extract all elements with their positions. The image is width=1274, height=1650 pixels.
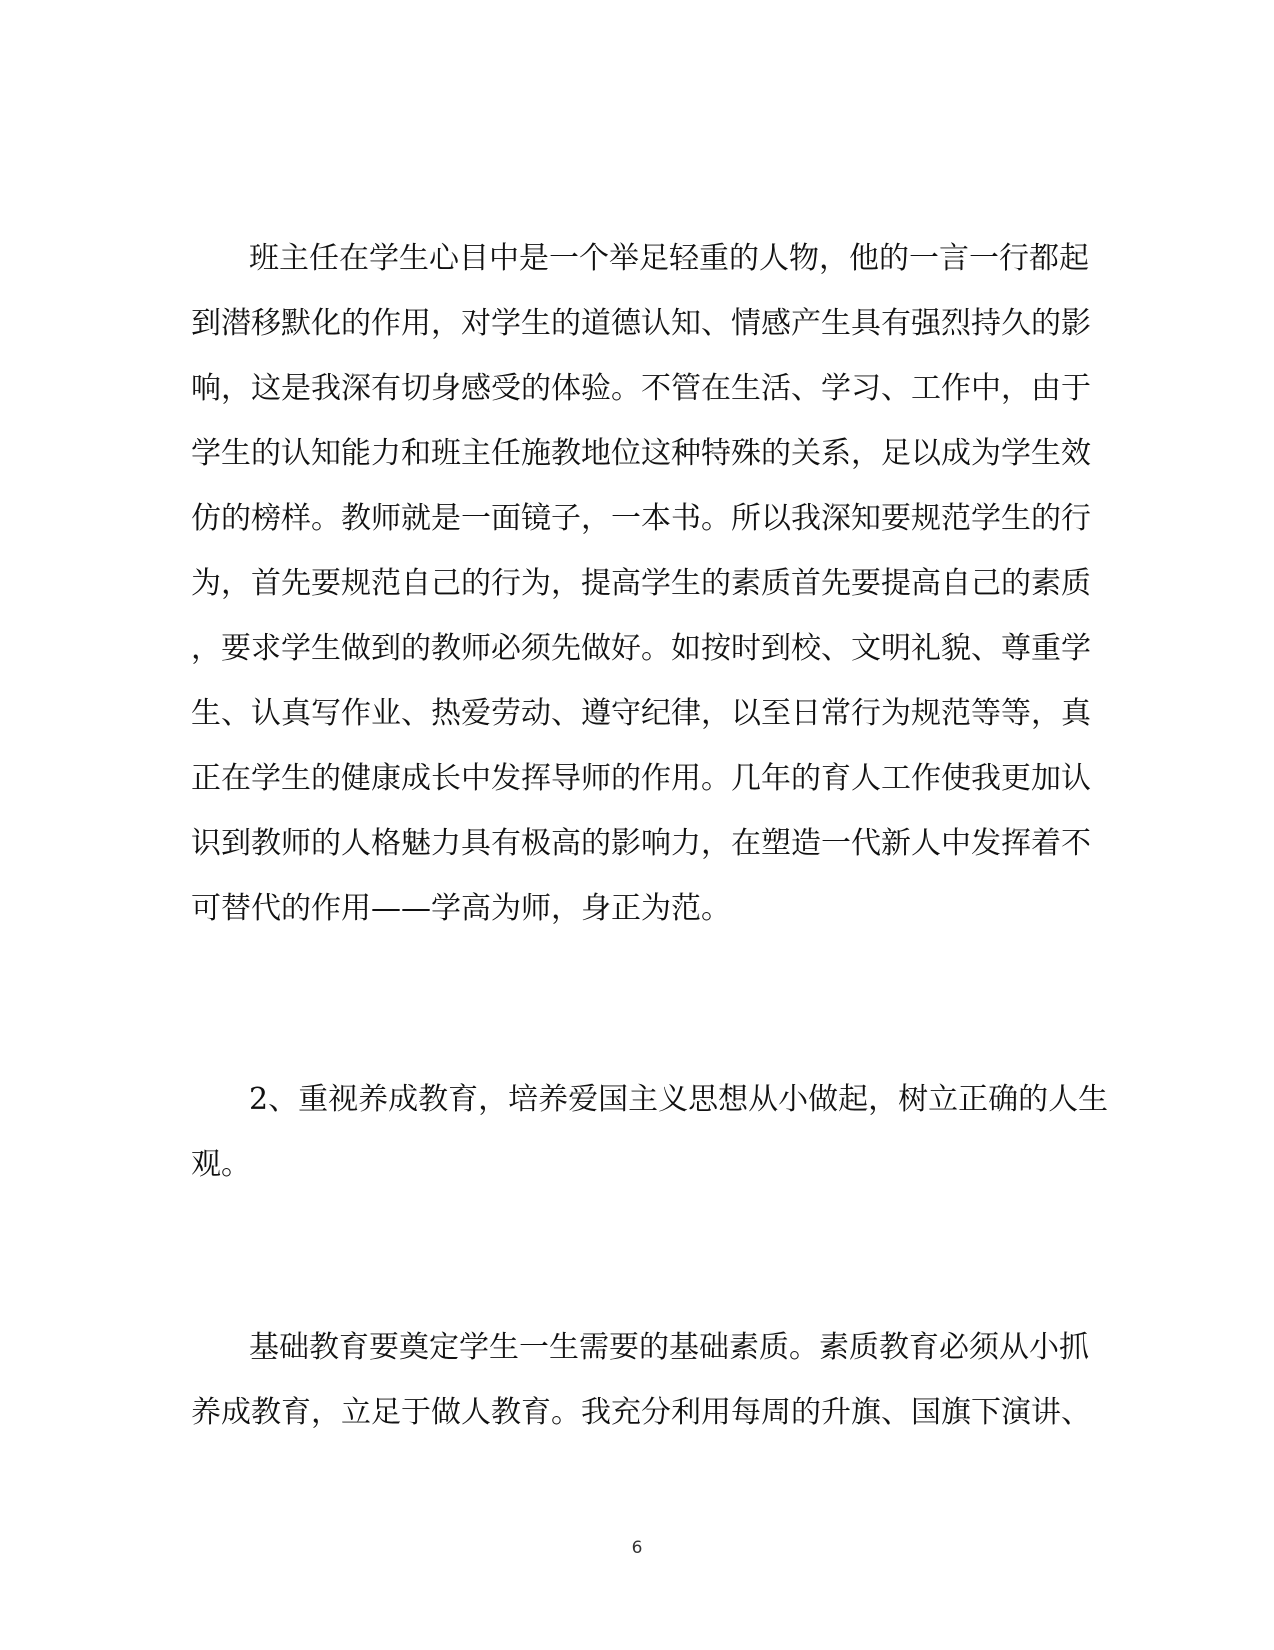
paragraph-line: 班主任在学生心目中是一个举足轻重的人物，他的一言一行都起 [249, 241, 1089, 276]
paragraph-line: 仿的榜样。教师就是一面镜子，一本书。所以我深知要规范学生的行 [191, 501, 1091, 536]
paragraph-line: 基础教育要奠定学生一生需要的基础素质。素质教育必须从小抓 [249, 1330, 1089, 1365]
paragraph-line: 识到教师的人格魅力具有极高的影响力，在塑造一代新人中发挥着不 [191, 826, 1091, 861]
paragraph-line: 响，这是我深有切身感受的体验。不管在生活、学习、工作中，由于 [191, 371, 1091, 406]
paragraph-line: ，要求学生做到的教师必须先做好。如按时到校、文明礼貌、尊重学 [191, 631, 1091, 666]
page-number: 6 [631, 1538, 643, 1558]
paragraph-line: 可替代的作用——学高为师，身正为范。 [191, 891, 731, 926]
paragraph-line: 到潜移默化的作用，对学生的道德认知、情感产生具有强烈持久的影 [191, 306, 1091, 341]
section-heading-habit-education [191, 1067, 1109, 1197]
paragraph-line: 养成教育，立足于做人教育。我充分利用每周的升旗、国旗下演讲、 [191, 1395, 1091, 1430]
heading-line: 2、重视养成教育，培养爱国主义思想从小做起，树立正确的人生 [249, 1082, 1109, 1117]
paragraph-basic-education [191, 1315, 1091, 1445]
paragraph-line: 学生的认知能力和班主任施教地位这种特殊的关系，足以成为学生效 [191, 436, 1091, 471]
heading-line: 观。 [191, 1147, 251, 1182]
paragraph-class-teacher-role [191, 226, 1091, 941]
paragraph-line: 生、认真写作业、热爱劳动、遵守纪律，以至日常行为规范等等，真 [191, 696, 1091, 731]
paragraph-line: 正在学生的健康成长中发挥导师的作用。几年的育人工作使我更加认 [191, 761, 1091, 796]
paragraph-line: 为，首先要规范自己的行为，提高学生的素质首先要提高自己的素质 [191, 566, 1091, 601]
